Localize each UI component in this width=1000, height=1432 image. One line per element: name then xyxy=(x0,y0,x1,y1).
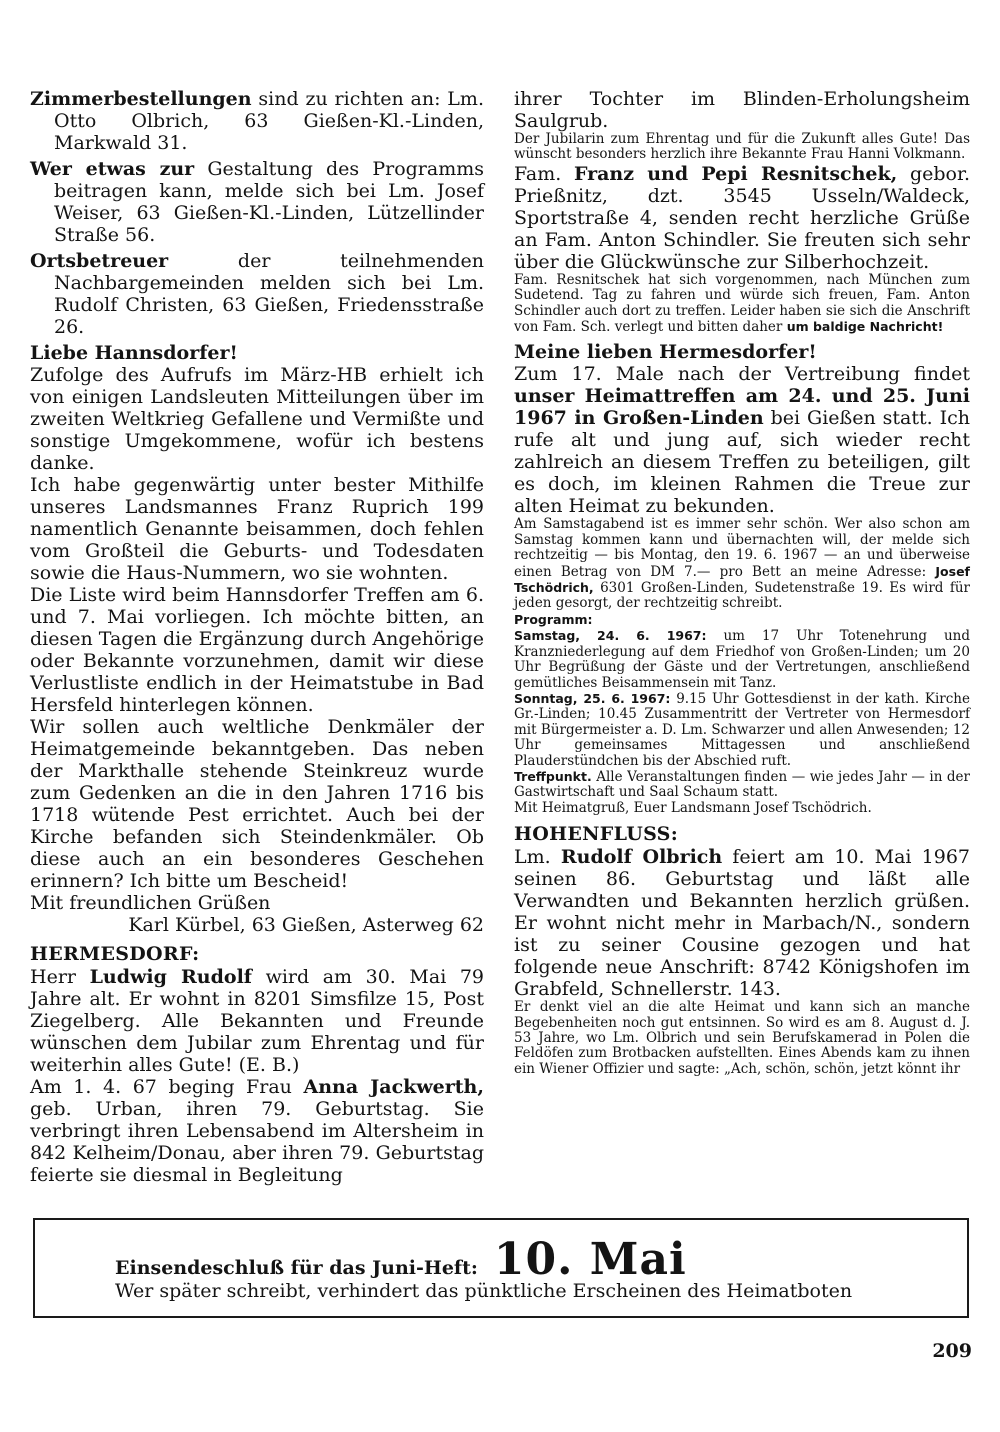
local-contact-note xyxy=(30,250,484,338)
local-contact-lead: Ortsbetreuer xyxy=(30,250,169,272)
program-label xyxy=(514,612,970,628)
program-label-text: Programm: xyxy=(514,611,593,627)
hohenfluss-text: feiert am 10. Mai 1967 seinen 86. Geburtstag und läßt alle Verwandten und Bekannten herzlich grüßen. Er wohnt nicht mehr in Marbach/N., sondern ist zu seiner Cousine gezogen und hat folgende neue Anschrift: 8742 Königshofen im Grabfeld, Schnellerstr. 143. xyxy=(514,846,971,1001)
left-column xyxy=(30,88,484,1186)
program-sunday-text: 9.15 Uhr Gottesdienst in der kath. Kirche Gr.-Linden; 10.45 Zusammentritt der Vertreter von Hermesdorf mit Bürgermeister a. D. Lm. Schwarzer und allen Anwesenden; 12 Uhr gemeinsames Mittagessen und anschließend Plauderstündchen bis der Abschied ruft. xyxy=(514,690,970,769)
program-sunday-label: Sonntag, 25. 6. 1967: xyxy=(514,690,671,706)
resnitschek-note-text: Fam. Resnitschek hat sich vorgenommen, nach München zum Sudetend. Tag zu fahren und würde sich freuen, Fam. Anton Schindler auch dort zu treffen. Leider haben sie sich die Anschrift von Fam. Sch. verlegt und bitten daher xyxy=(514,271,970,336)
saturday-note xyxy=(514,517,970,611)
person-name: Anna Jackwerth, xyxy=(303,1076,484,1098)
room-booking-note xyxy=(30,88,484,154)
hermesdorf-1-intro: Herr xyxy=(30,966,76,988)
heimattreffen-date: unser Heimattreffen am 24. und 25. Juni 1967 in Großen-Linden xyxy=(514,385,970,430)
hohenfluss-intro: Lm. xyxy=(514,846,551,869)
hannsdorf-heading: Liebe Hannsdorfer! xyxy=(30,342,238,364)
meine-heading: Meine lieben Hermesdorfer! xyxy=(514,341,817,364)
hermesdorf-birthday-2 xyxy=(30,1076,484,1186)
meeting-point-label: Treffpunkt. xyxy=(514,768,592,784)
hannsdorf-paragraph-4: Wir sollen auch weltliche Denkmäler der Heimatgemeinde bekanntgeben. Das neben der Markthalle stehende Steinkreuz wurde zum Gedenken an die in den Jahren 1716 bis 1718 wütende Pest errichtet. Auch bei der Kirche befanden sich Steindenkmäler. Ob diese auch an ein besonderes Geschehen erinnern? Ich bitte um Bescheid! xyxy=(30,716,484,892)
program-meeting-point xyxy=(514,769,970,801)
hohenfluss-birthday xyxy=(514,846,970,1000)
hannsdorf-signature: Karl Kürbel, 63 Gießen, Asterweg 62 xyxy=(128,914,484,936)
program-note xyxy=(30,158,484,246)
saturday-note-address: 6301 Großen-Linden, Sudetenstraße 19. Es wird für jeden gesorgt, der rechtzeitig schreibt. xyxy=(514,580,970,612)
saturday-note-name: Josef Tschödrich, xyxy=(514,563,970,596)
hermesdorf-heading: HERMESDORF: xyxy=(30,943,200,965)
hannsdorf-paragraph-1: Zufolge des Aufrufs im März-HB erhielt ich von einigen Landsleuten Mitteilungen über im zweiten Weltkrieg Gefallene und Vermißte und sonstige Umgekommene, wofür ich bestens danke. xyxy=(30,364,484,474)
deadline-line xyxy=(115,1234,687,1285)
saturday-note-text: Am Samstagabend ist es immer sehr schön. Wer also schon am Samstag kommen kann und übernachten will, der melde sich rechtzeitig — bis Montag, den 19. 6. 1967 — an und überweise einen Betrag von DM 7.— pro Bett an meine Adresse: xyxy=(514,516,970,580)
program-sunday xyxy=(514,691,970,769)
program-saturday-text: um 17 Uhr Totenehrung und Kranzniederlegung auf dem Friedhof von Großen-Linden; um 20 Uhr Begrüßung der Gäste und der Vertretungen, anschließend gemütliches Beisammensein mit Tanz. xyxy=(514,628,970,691)
hermesdorf-2-text: geb. Urban, ihren 79. Geburtstag. Sie verbringt ihren Lebensabend im Altersheim in 842 Kelheim/Donau, aber ihren 79. Geburtstag feierte sie diesmal in Begleitung xyxy=(30,1098,484,1186)
person-name: Rudolf Olbrich xyxy=(560,846,723,869)
program-saturday-label: Samstag, 24. 6. 1967: xyxy=(514,628,707,644)
birthday-wish: Der Jubilarin zum Ehrentag und für die Zukunft alles Gute! Das wünscht besonders herzlich ihre Bekannte Frau Hanni Volkmann. xyxy=(514,131,970,163)
person-name: Ludwig Rudolf xyxy=(89,966,252,988)
hannsdorf-paragraph-2: Ich habe gegenwärtig unter bester Mithilfe unseres Landsmannes Franz Ruprich 199 namentlich Genannte beisammen, doch fehlen vom Großteil die Geburts- und Todesdaten sowie die Haus-Nummern, wo sie wohnten. xyxy=(30,474,484,584)
deadline-date: 10. Mai xyxy=(493,1234,687,1285)
program-greeting: Mit Heimatgruß, Euer Landsmann Josef Tschödrich. xyxy=(514,799,872,816)
resnitschek-note-bold: um baldige Nachricht! xyxy=(786,319,944,335)
hermesdorf-2-intro: Am 1. 4. 67 beging Frau xyxy=(30,1076,292,1098)
resnitschek-intro: Fam. xyxy=(514,162,562,185)
deadline-warning: Wer später schreibt, verhindert das pünktliche Erscheinen des Heimatboten xyxy=(115,1280,853,1302)
local-contact-text: der teilnehmenden Nachbargemeinden melden sich bei Lm. Rudolf Christen, 63 Gießen, Friedensstraße 26. xyxy=(54,250,485,338)
deadline-label: Einsendeschluß für das Juni-Heft: xyxy=(115,1257,478,1279)
heimattreffen-intro: Zum 17. Male nach der Vertreibung findet xyxy=(514,363,970,386)
hohenfluss-story: Er denkt viel an die alte Heimat und kann sich an manche Begebenheiten noch gut entsinnen. So wird es am 8. August d. J. 53 Jahre, wo Lm. Olbrich und sein Berufskamerad in Polen die Feldöfen zum Brotbacken aufstellten. Eines Abends kam zu ihnen ein Wiener Offizier und sagte: „Ach, schön, schön, jetzt könnt ihr xyxy=(514,999,970,1077)
program-lead: Wer etwas zur xyxy=(30,158,195,180)
page-number: 209 xyxy=(932,1340,972,1362)
hermesdorf-1-text: wird am 30. Mai 79 Jahre alt. Er wohnt in 8201 Simsfilze 15, Post Ziegelberg. Alle Bekannten und Freunde wünschen dem Jubilar zum Ehrentag und für weiterhin alles Gute! (E. B.) xyxy=(30,966,485,1076)
heimattreffen-text: bei Gießen statt. Ich rufe alt und jung auf, sich wieder recht zahlreich an diesem Treffen zu beteiligen, gilt es doch, im kleinen Rahmen die Treue zur alten Heimat zu bekunden. xyxy=(514,407,970,518)
continuation-text: ihrer Tochter im Blinden-Erholungsheim Saulgrub. xyxy=(514,88,970,132)
program-saturday xyxy=(514,628,970,691)
hannsdorf-closing: Mit freundlichen Grüßen xyxy=(30,892,271,914)
resnitschek-note xyxy=(514,273,970,336)
resnitschek-text: gebor. Prießnitz, dzt. 3545 Usseln/Waldeck, Sportstraße 4, senden recht herzliche Grüße an Fam. Anton Schindler. Sie freuten sich sehr über die Glückwünsche zur Silberhochzeit. xyxy=(514,162,970,273)
right-column xyxy=(514,88,970,1077)
deadline-notice-box xyxy=(33,1218,969,1318)
heimattreffen-announcement xyxy=(514,363,970,517)
program-text: Gestaltung des Programms beitragen kann, melde sich bei Lm. Josef Weiser, 63 Gießen-Kl.-Linden, Lützellinder Straße 56. xyxy=(54,158,484,246)
meeting-point-text: Alle Veranstaltungen finden — wie jedes Jahr — in der Gastwirtschaft und Saal Schaum statt. xyxy=(514,768,970,801)
hannsdorf-paragraph-3: Die Liste wird beim Hannsdorfer Treffen am 6. und 7. Mai vorliegen. Ich möchte bitten, an diesen Tagen die Ergänzung durch Angehörige oder Bekannte vorzunehmen, damit wir diese Verlustliste endlich in der Heimatstube in Bad Hersfeld hinterlegen können. xyxy=(30,584,484,716)
hermesdorf-birthday-1 xyxy=(30,966,484,1076)
person-name: Franz und Pepi Resnitschek, xyxy=(573,162,898,185)
resnitschek-greeting xyxy=(514,163,970,273)
hohenfluss-heading: HOHENFLUSS: xyxy=(514,823,679,846)
room-booking-text: sind zu richten an: Lm. Otto Olbrich, 63 Gießen-Kl.-Linden, Markwald 31. xyxy=(54,88,484,154)
room-booking-lead: Zimmerbestellungen xyxy=(30,88,252,110)
